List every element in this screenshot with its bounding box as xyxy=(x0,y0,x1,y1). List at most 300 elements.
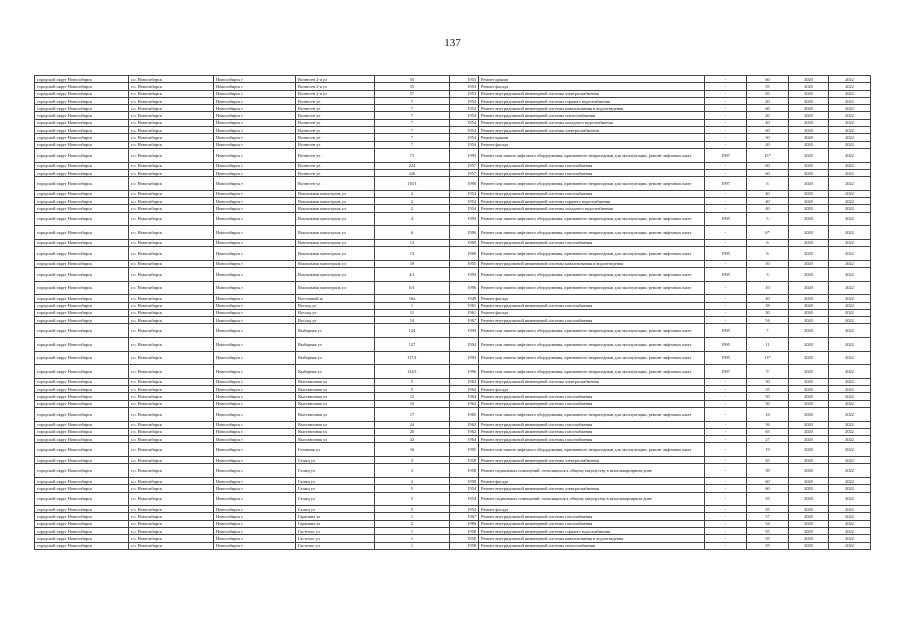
cell-house-number: 4 xyxy=(375,212,450,226)
cell-lift-year: - xyxy=(705,239,747,246)
cell-lift-year: - xyxy=(705,302,747,309)
cell-house-number: 124/1 xyxy=(375,365,450,379)
cell-build-year: 1986 xyxy=(450,520,479,527)
cell-work-type: Ремонт внутридомовой инженерной системы теплоснабжения xyxy=(479,112,705,119)
cell-house-number: 1 xyxy=(375,528,450,535)
cell-house-number: 1 xyxy=(375,535,450,542)
cell-year-start: 2020 xyxy=(789,198,829,205)
cell-municipal-district: городской округ Новосибирск xyxy=(35,309,129,316)
cell-year-start: 2020 xyxy=(789,407,829,421)
cell-settlement: Новосибирск г xyxy=(214,365,296,379)
table-row xyxy=(35,513,871,520)
cell-house-number: 4/1 xyxy=(375,268,450,282)
cell-street: Выборная ул xyxy=(296,365,375,379)
cell-street: Вознесен ул xyxy=(296,127,375,134)
cell-value: 54 xyxy=(747,317,789,324)
cell-municipal-district: городской округ Новосибирск xyxy=(35,542,129,549)
cell-lift-year: - xyxy=(705,421,747,428)
cell-settlement: Новосибирск г xyxy=(214,464,296,478)
cell-lift-year: - xyxy=(705,226,747,240)
cell-year-end: 2022 xyxy=(829,162,871,169)
cell-settlement: Новосибирск г xyxy=(214,407,296,421)
cell-street: Гаранина ул xyxy=(296,513,375,520)
cell-settlement: Новосибирск г xyxy=(214,268,296,282)
cell-year-start: 2020 xyxy=(789,436,829,443)
cell-work-type: Ремонт внутридомовой инженерной системы горячего водоснабжения xyxy=(479,528,705,535)
cell-year-end: 2022 xyxy=(829,198,871,205)
cell-work-type: Ремонт фасада xyxy=(479,141,705,148)
cell-street: Гастелло ул xyxy=(296,528,375,535)
cell-city-district: г.о. Новосибирск xyxy=(129,260,214,267)
cell-value: 30 xyxy=(747,309,789,316)
table-row xyxy=(35,542,871,549)
cell-street: Вознесен 2-я ул xyxy=(296,76,375,83)
cell-work-type: Ремонт или замена лифтового оборудования, признанного непригодным для эксплуатации, ремонт лифтовых шахт xyxy=(479,443,705,457)
cell-street: Восход ул xyxy=(296,302,375,309)
cell-lift-year: - xyxy=(705,198,747,205)
cell-settlement: Новосибирск г xyxy=(214,337,296,351)
cell-work-type: Ремонт или замена лифтового оборудования, признанного непригодным для эксплуатации, ремонт лифтовых шахт xyxy=(479,177,705,191)
cell-build-year: 1958 xyxy=(450,477,479,484)
cell-lift-year: - xyxy=(705,386,747,393)
cell-lift-year: 1997 xyxy=(705,365,747,379)
cell-work-type: Ремонт фасада xyxy=(479,477,705,484)
cell-value: 50 xyxy=(747,378,789,385)
cell-value: 40 xyxy=(747,205,789,212)
cell-house-number: 2 xyxy=(375,198,450,205)
cell-house-number: 7 xyxy=(375,134,450,141)
cell-house-number: 5 xyxy=(375,506,450,513)
cell-municipal-district: городской округ Новосибирск xyxy=(35,400,129,407)
cell-work-type: Ремонт внутридомовой инженерной системы канализования и водоотведения xyxy=(479,105,705,112)
cell-city-district: г.о. Новосибирск xyxy=(129,464,214,478)
cell-house-number: 5 xyxy=(375,378,450,385)
cell-value: 40 xyxy=(747,190,789,197)
cell-value: 55 xyxy=(747,542,789,549)
cell-settlement: Новосибирск г xyxy=(214,535,296,542)
cell-street: Газонная ул xyxy=(296,443,375,457)
cell-street: Вознесен ул xyxy=(296,141,375,148)
cell-street: Вокзальная магистраль ул xyxy=(296,205,375,212)
cell-settlement: Новосибирск г xyxy=(214,386,296,393)
cell-municipal-district: городской округ Новосибирск xyxy=(35,268,129,282)
cell-build-year: 1964 xyxy=(450,386,479,393)
cell-municipal-district: городской округ Новосибирск xyxy=(35,365,129,379)
cell-lift-year: - xyxy=(705,513,747,520)
table-row xyxy=(35,528,871,535)
cell-year-end: 2022 xyxy=(829,127,871,134)
cell-settlement: Новосибирск г xyxy=(214,83,296,90)
cell-street: Вокзальная магистраль ул xyxy=(296,247,375,261)
cell-municipal-district: городской округ Новосибирск xyxy=(35,76,129,83)
cell-year-end: 2022 xyxy=(829,365,871,379)
cell-year-end: 2022 xyxy=(829,513,871,520)
cell-work-type: Ремонт крыши xyxy=(479,76,705,83)
table-row xyxy=(35,76,871,83)
cell-settlement: Новосибирск г xyxy=(214,513,296,520)
cell-work-type: Ремонт внутридомовой инженерной системы газоснабжения xyxy=(479,169,705,176)
cell-build-year: 1993 xyxy=(450,268,479,282)
cell-build-year: 1957 xyxy=(450,162,479,169)
cell-house-number: 12 xyxy=(375,393,450,400)
cell-municipal-district: городской округ Новосибирск xyxy=(35,83,129,90)
cell-value: 55 xyxy=(747,492,789,506)
table-row xyxy=(35,190,871,197)
cell-municipal-district: городской округ Новосибирск xyxy=(35,421,129,428)
cell-house-number: 7 xyxy=(375,97,450,104)
cell-build-year: 1954 xyxy=(450,134,479,141)
cell-build-year: 1961 xyxy=(450,302,479,309)
cell-settlement: Новосибирск г xyxy=(214,443,296,457)
cell-year-end: 2022 xyxy=(829,520,871,527)
cell-work-type: Ремонт внутридомовой инженерной системы газоснабжения xyxy=(479,239,705,246)
cell-lift-year: - xyxy=(705,83,747,90)
cell-settlement: Новосибирск г xyxy=(214,520,296,527)
cell-settlement: Новосибирск г xyxy=(214,205,296,212)
cell-house-number: 14 xyxy=(375,317,450,324)
cell-year-end: 2022 xyxy=(829,464,871,478)
cell-lift-year: - xyxy=(705,162,747,169)
cell-work-type: Ремонт крыши xyxy=(479,134,705,141)
cell-house-number: 226 xyxy=(375,169,450,176)
cell-work-type: Ремонт фасада xyxy=(479,295,705,302)
cell-lift-year: - xyxy=(705,281,747,295)
cell-year-start: 2020 xyxy=(789,169,829,176)
cell-value: 40 xyxy=(747,198,789,205)
cell-build-year: 1953 xyxy=(450,83,479,90)
cell-city-district: г.о. Новосибирск xyxy=(129,528,214,535)
cell-value: 6* xyxy=(747,226,789,240)
cell-municipal-district: городской округ Новосибирск xyxy=(35,148,129,162)
cell-settlement: Новосибирск г xyxy=(214,295,296,302)
cell-lift-year: - xyxy=(705,190,747,197)
cell-work-type: Ремонт внутридомовой инженерной системы газоснабжения xyxy=(479,302,705,309)
cell-city-district: г.о. Новосибирск xyxy=(129,90,214,97)
cell-value: 65 xyxy=(747,457,789,464)
cell-year-start: 2020 xyxy=(789,112,829,119)
cell-house-number: 110/1 xyxy=(375,177,450,191)
cell-build-year: 1967 xyxy=(450,513,479,520)
cell-settlement: Новосибирск г xyxy=(214,169,296,176)
table-row xyxy=(35,134,871,141)
cell-build-year: 1965 xyxy=(450,407,479,421)
cell-build-year: 1954 xyxy=(450,127,479,134)
cell-build-year: 1953 xyxy=(450,90,479,97)
cell-build-year: 1958 xyxy=(450,542,479,549)
cell-municipal-district: городской округ Новосибирск xyxy=(35,190,129,197)
cell-lift-year: - xyxy=(705,528,747,535)
cell-settlement: Новосибирск г xyxy=(214,239,296,246)
cell-lift-year: - xyxy=(705,457,747,464)
cell-lift-year: - xyxy=(705,169,747,176)
table-row xyxy=(35,169,871,176)
cell-municipal-district: городской округ Новосибирск xyxy=(35,247,129,261)
cell-build-year: 1995 xyxy=(450,443,479,457)
cell-value: 65 xyxy=(747,90,789,97)
cell-lift-year: - xyxy=(705,535,747,542)
cell-year-end: 2022 xyxy=(829,485,871,492)
table-row xyxy=(35,112,871,119)
table-row xyxy=(35,506,871,513)
cell-work-type: Ремонт внутридомовой инженерной системы газоснабжения xyxy=(479,393,705,400)
cell-house-number: 1 xyxy=(375,513,450,520)
page-number: 137 xyxy=(444,37,461,49)
table-row xyxy=(35,105,871,112)
cell-street: Вокзальная магистраль ул xyxy=(296,190,375,197)
cell-build-year: 1958 xyxy=(450,464,479,478)
cell-city-district: г.о. Новосибирск xyxy=(129,492,214,506)
cell-street: Выборная ул xyxy=(296,324,375,338)
cell-year-start: 2020 xyxy=(789,148,829,162)
cell-settlement: Новосибирск г xyxy=(214,428,296,435)
cell-lift-year: - xyxy=(705,112,747,119)
cell-value: 6 xyxy=(747,177,789,191)
cell-lift-year: 1995 xyxy=(705,324,747,338)
cell-settlement: Новосибирск г xyxy=(214,378,296,385)
cell-street: Вознесен ул xyxy=(296,119,375,126)
cell-work-type: Ремонт внутридомовой инженерной системы канализования и водоотведения xyxy=(479,260,705,267)
cell-house-number: 3 xyxy=(375,464,450,478)
table-row xyxy=(35,260,871,267)
cell-work-type: Ремонт внутридомовой инженерной системы газоснабжения xyxy=(479,421,705,428)
cell-year-start: 2020 xyxy=(789,76,829,83)
cell-year-end: 2022 xyxy=(829,457,871,464)
cell-year-start: 2020 xyxy=(789,83,829,90)
cell-house-number: 6/1 xyxy=(375,281,450,295)
cell-city-district: г.о. Новосибирск xyxy=(129,134,214,141)
cell-city-district: г.о. Новосибирск xyxy=(129,239,214,246)
cell-city-district: г.о. Новосибирск xyxy=(129,162,214,169)
cell-lift-year: - xyxy=(705,317,747,324)
cell-city-district: г.о. Новосибирск xyxy=(129,317,214,324)
cell-year-start: 2020 xyxy=(789,513,829,520)
cell-settlement: Новосибирск г xyxy=(214,351,296,365)
cell-year-start: 2020 xyxy=(789,205,829,212)
cell-year-end: 2022 xyxy=(829,119,871,126)
cell-municipal-district: городской округ Новосибирск xyxy=(35,324,129,338)
cell-year-start: 2020 xyxy=(789,295,829,302)
cell-year-end: 2022 xyxy=(829,317,871,324)
cell-year-end: 2022 xyxy=(829,351,871,365)
table-row xyxy=(35,83,871,90)
cell-build-year: 1969 xyxy=(450,239,479,246)
cell-year-start: 2020 xyxy=(789,90,829,97)
cell-street: Вознесен ул xyxy=(296,97,375,104)
cell-build-year: 1990 xyxy=(450,177,479,191)
cell-municipal-district: городской округ Новосибирск xyxy=(35,443,129,457)
cell-year-start: 2020 xyxy=(789,226,829,240)
cell-house-number: 57 xyxy=(375,90,450,97)
cell-value: 39 xyxy=(747,464,789,478)
cell-build-year: 1955 xyxy=(450,260,479,267)
cell-value: 60 xyxy=(747,477,789,484)
cell-city-district: г.о. Новосибирск xyxy=(129,112,214,119)
cell-settlement: Новосибирск г xyxy=(214,112,296,119)
cell-build-year: 1962 xyxy=(450,421,479,428)
cell-municipal-district: городской округ Новосибирск xyxy=(35,112,129,119)
cell-street: Вокзальная магистраль ул xyxy=(296,212,375,226)
cell-city-district: г.о. Новосибирск xyxy=(129,520,214,527)
cell-street: Вознесен 2-я ул xyxy=(296,83,375,90)
cell-house-number: 2 xyxy=(375,520,450,527)
table-row xyxy=(35,90,871,97)
cell-municipal-district: городской округ Новосибирск xyxy=(35,513,129,520)
cell-municipal-district: городской округ Новосибирск xyxy=(35,119,129,126)
cell-year-end: 2022 xyxy=(829,337,871,351)
cell-house-number: 7 xyxy=(375,127,450,134)
cell-year-start: 2020 xyxy=(789,464,829,478)
cell-house-number: 17 xyxy=(375,407,450,421)
cell-house-number: 55 xyxy=(375,76,450,83)
cell-value: 9 xyxy=(747,365,789,379)
cell-build-year: 1949 xyxy=(450,295,479,302)
cell-street: Выставочная ул xyxy=(296,400,375,407)
cell-city-district: г.о. Новосибирск xyxy=(129,542,214,549)
cell-work-type: Ремонт внутридомовой инженерной системы газоснабжения xyxy=(479,428,705,435)
cell-city-district: г.о. Новосибирск xyxy=(129,97,214,104)
table-body xyxy=(35,76,871,550)
cell-value: 55 xyxy=(747,535,789,542)
cell-year-start: 2020 xyxy=(789,492,829,506)
cell-municipal-district: городской округ Новосибирск xyxy=(35,492,129,506)
cell-year-start: 2020 xyxy=(789,477,829,484)
cell-year-start: 2020 xyxy=(789,141,829,148)
cell-house-number: 7 xyxy=(375,119,450,126)
cell-settlement: Новосибирск г xyxy=(214,485,296,492)
cell-work-type: Ремонт внутридомовой инженерной системы газоснабжения xyxy=(479,317,705,324)
cell-settlement: Новосибирск г xyxy=(214,421,296,428)
cell-settlement: Новосибирск г xyxy=(214,162,296,169)
cell-year-end: 2022 xyxy=(829,90,871,97)
cell-lift-year: 1995 xyxy=(705,268,747,282)
cell-lift-year: 1997 xyxy=(705,148,747,162)
cell-municipal-district: городской округ Новосибирск xyxy=(35,169,129,176)
cell-settlement: Новосибирск г xyxy=(214,148,296,162)
cell-municipal-district: городской округ Новосибирск xyxy=(35,177,129,191)
cell-build-year: 1962 xyxy=(450,400,479,407)
cell-year-end: 2022 xyxy=(829,528,871,535)
table-row xyxy=(35,421,871,428)
cell-city-district: г.о. Новосибирск xyxy=(129,513,214,520)
cell-city-district: г.о. Новосибирск xyxy=(129,177,214,191)
cell-year-end: 2022 xyxy=(829,83,871,90)
cell-year-end: 2022 xyxy=(829,190,871,197)
cell-year-start: 2020 xyxy=(789,443,829,457)
cell-year-end: 2022 xyxy=(829,205,871,212)
cell-work-type: Ремонт или замена лифтового оборудования, признанного непригодным для эксплуатации, ремонт лифтовых шахт xyxy=(479,212,705,226)
cell-work-type: Ремонт внутридомовой инженерной системы электроснабжения xyxy=(479,127,705,134)
cell-settlement: Новосибирск г xyxy=(214,226,296,240)
cell-lift-year: 1995 xyxy=(705,351,747,365)
cell-lift-year: 1995 xyxy=(705,247,747,261)
cell-build-year: 1958 xyxy=(450,457,479,464)
cell-year-end: 2022 xyxy=(829,177,871,191)
cell-settlement: Новосибирск г xyxy=(214,247,296,261)
cell-settlement: Новосибирск г xyxy=(214,141,296,148)
cell-street: Галащ ул xyxy=(296,477,375,484)
cell-lift-year: 1997 xyxy=(705,177,747,191)
cell-settlement: Новосибирск г xyxy=(214,506,296,513)
cell-street: Гастелло ул xyxy=(296,542,375,549)
cell-city-district: г.о. Новосибирск xyxy=(129,421,214,428)
cell-settlement: Новосибирск г xyxy=(214,281,296,295)
cell-year-start: 2020 xyxy=(789,177,829,191)
cell-municipal-district: городской округ Новосибирск xyxy=(35,393,129,400)
cell-city-district: г.о. Новосибирск xyxy=(129,386,214,393)
cell-municipal-district: городской округ Новосибирск xyxy=(35,97,129,104)
cell-year-start: 2020 xyxy=(789,239,829,246)
cell-year-end: 2022 xyxy=(829,226,871,240)
cell-value: 60 xyxy=(747,162,789,169)
cell-year-end: 2022 xyxy=(829,542,871,549)
cell-value: 7 xyxy=(747,324,789,338)
cell-year-start: 2020 xyxy=(789,105,829,112)
cell-house-number: 1 xyxy=(375,542,450,549)
cell-house-number: 7 xyxy=(375,112,450,119)
cell-street: Выборная ул xyxy=(296,351,375,365)
cell-lift-year: - xyxy=(705,134,747,141)
cell-house-number: 11 xyxy=(375,309,450,316)
cell-year-end: 2022 xyxy=(829,247,871,261)
cell-street: Выставочная ул xyxy=(296,407,375,421)
table-row xyxy=(35,436,871,443)
cell-street: Галащ ул xyxy=(296,492,375,506)
table-row xyxy=(35,295,871,302)
table-row xyxy=(35,309,871,316)
cell-house-number: 16 xyxy=(375,400,450,407)
cell-value: 15* xyxy=(747,148,789,162)
cell-settlement: Новосибирск г xyxy=(214,90,296,97)
cell-municipal-district: городской округ Новосибирск xyxy=(35,198,129,205)
cell-value: 11 xyxy=(747,337,789,351)
cell-value: 60 xyxy=(747,485,789,492)
cell-municipal-district: городской округ Новосибирск xyxy=(35,428,129,435)
cell-work-type: Ремонт или замена лифтового оборудования, признанного непригодным для эксплуатации, ремонт лифтовых шахт xyxy=(479,281,705,295)
cell-build-year: 1954 xyxy=(450,485,479,492)
cell-settlement: Новосибирск г xyxy=(214,393,296,400)
cell-work-type: Ремонт внутридомовой инженерной системы электроснабжения xyxy=(479,90,705,97)
table-row xyxy=(35,378,871,385)
cell-municipal-district: городской округ Новосибирск xyxy=(35,90,129,97)
cell-lift-year: - xyxy=(705,393,747,400)
cell-value: 30 xyxy=(747,134,789,141)
cell-year-start: 2020 xyxy=(789,302,829,309)
cell-year-start: 2020 xyxy=(789,212,829,226)
cell-value: 54 xyxy=(747,520,789,527)
cell-build-year: 1954 xyxy=(450,105,479,112)
cell-value: 57 xyxy=(747,513,789,520)
cell-city-district: г.о. Новосибирск xyxy=(129,83,214,90)
table-row xyxy=(35,268,871,282)
cell-build-year: 1961 xyxy=(450,309,479,316)
cell-work-type: Ремонт внутридомовой инженерной системы электроснабжения xyxy=(479,485,705,492)
cell-municipal-district: городской округ Новосибирск xyxy=(35,205,129,212)
cell-build-year: 1964 xyxy=(450,393,479,400)
cell-year-end: 2022 xyxy=(829,407,871,421)
cell-year-start: 2020 xyxy=(789,378,829,385)
cell-value: 40 xyxy=(747,295,789,302)
cell-lift-year: 1995 xyxy=(705,337,747,351)
cell-year-end: 2022 xyxy=(829,428,871,435)
cell-value: 10 xyxy=(747,281,789,295)
cell-house-number: 5 xyxy=(375,485,450,492)
cell-value: 6 xyxy=(747,247,789,261)
table-row xyxy=(35,324,871,338)
cell-settlement: Новосибирск г xyxy=(214,492,296,506)
cell-lift-year: - xyxy=(705,378,747,385)
cell-value: 20 xyxy=(747,97,789,104)
cell-work-type: Ремонт внутридомовой инженерной системы горячего водоснабжения xyxy=(479,97,705,104)
